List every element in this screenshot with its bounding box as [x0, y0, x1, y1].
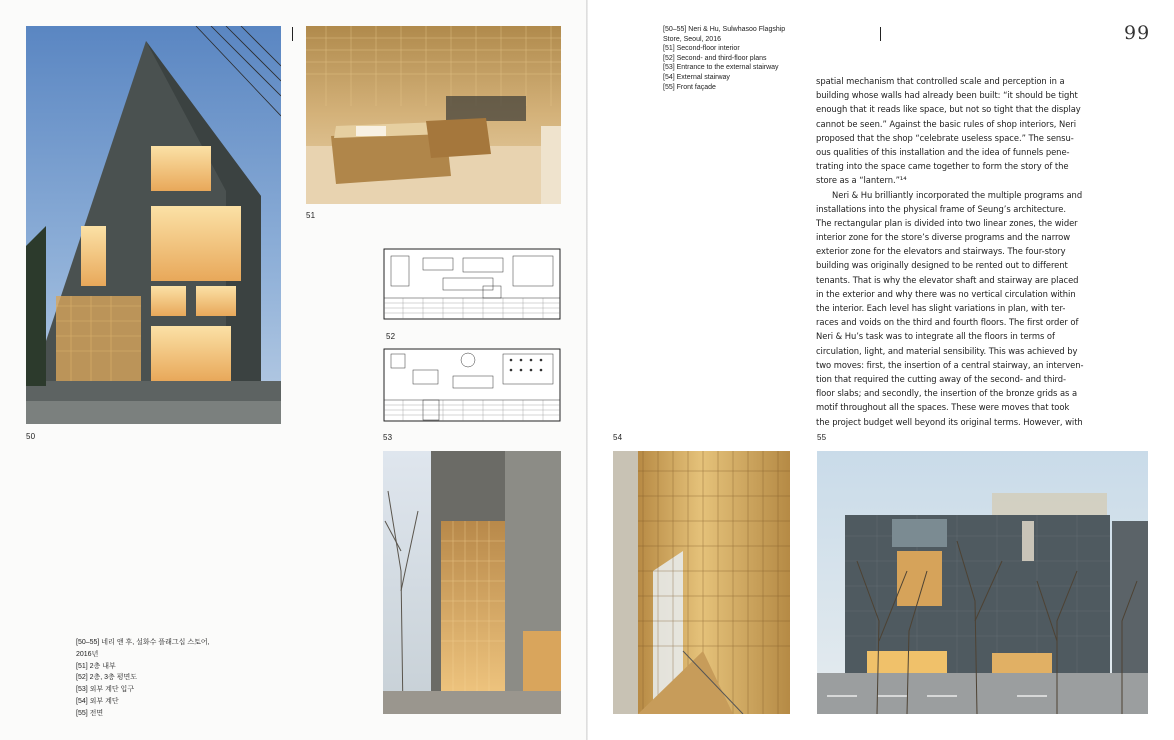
figure-number-51: 51: [306, 211, 316, 220]
figure-number-55: 55: [817, 433, 827, 442]
photo-building-exterior: [26, 26, 281, 424]
caption-line: Store, Seoul, 2016: [663, 35, 721, 43]
caption-line: 2016년: [76, 650, 99, 658]
photo-external-stairway: [613, 451, 790, 714]
caption-line: [50–55] 네리 앤 후, 설화수 플래그십 스토어,: [76, 639, 210, 646]
body-line: floor slabs; and secondly, the insertion of the bronze grids as a: [816, 388, 1078, 399]
photo-front-facade: [817, 451, 1148, 714]
caption-line: [54] 외부 계단: [76, 697, 119, 705]
body-line: races and voids on the third and fourth floors. The first order of: [816, 317, 1079, 328]
body-line: interior zone for the store’s diverse programs and the narrow: [816, 232, 1071, 243]
body-line: spatial mechanism that controlled scale and perception in a: [816, 76, 1065, 86]
body-line: installations into the physical frame of Seung’s architecture.: [816, 203, 1066, 214]
body-line: tenants. That is why the elevator shaft and stairway are placed: [816, 274, 1079, 285]
plan-second-floor: [383, 248, 561, 320]
body-line: ous qualities of this installation and the idea of funnels pene-: [816, 146, 1070, 157]
body-line: tion that required the cutting away of the second- and third-: [816, 373, 1066, 384]
plan-third-floor: [383, 348, 561, 422]
caption-korean: [76, 637, 276, 720]
caption-line: [55] Front façade: [663, 83, 716, 91]
figure-number-50: 50: [26, 432, 36, 441]
caption-line: [52] 2층, 3층 평면도: [76, 674, 138, 682]
caption-line: [50–55] Neri & Hu, Sulwhasoo Flagship: [663, 26, 786, 33]
page-gutter: [586, 0, 588, 740]
body-line: cannot be seen.” Against the basic rules of shop interiors, Neri: [816, 118, 1076, 129]
body-line: Neri & Hu brilliantly incorporated the multiple programs and: [832, 189, 1083, 200]
photo-stairway-entrance: [383, 451, 561, 714]
body-line: in the exterior and why there was no vertical circulation within: [816, 288, 1076, 299]
body-line: building was originally designed to be rented out to different: [816, 260, 1068, 271]
body-line: building whose walls had already been built: “it should be tight: [816, 90, 1078, 101]
caption-line: [51] 2층 내부: [76, 662, 116, 670]
body-text: [816, 74, 1106, 429]
figure-number-52: 52: [386, 332, 396, 341]
caption-line: [51] Second-floor interior: [663, 45, 740, 53]
caption-line: [54] External stairway: [663, 73, 730, 81]
page-number: 99: [1124, 22, 1151, 44]
body-line: store as a “lantern.”¹⁴: [816, 175, 907, 186]
body-line: circulation, light, and material sensibility. This was achieved by: [816, 345, 1078, 356]
body-line: trating into the space came together to form the story of the: [816, 161, 1069, 172]
caption-line: [55] 전면: [76, 709, 104, 717]
body-line: the interior. Each level has slight variations in plan, with ter-: [816, 303, 1066, 313]
figure-number-54: 54: [613, 433, 623, 442]
figure-number-53: 53: [383, 433, 393, 442]
caption-line: [53] Entrance to the external stairway: [663, 64, 779, 72]
caption-line: [52] Second- and third-floor plans: [663, 54, 767, 62]
body-line: proposed that the shop “celebrate useless space.” The sensu-: [816, 132, 1074, 143]
photo-second-floor-interior: [306, 26, 561, 204]
body-line: enough that it reads like space, but not so tight that the display: [816, 104, 1081, 115]
body-line: exterior zone for the elevators and stairways. The four-story: [816, 246, 1066, 257]
column-marker-right: [880, 27, 881, 41]
body-line: two moves: first, the insertion of a central stairway, an interven-: [816, 359, 1084, 370]
body-line: the project budget well beyond its original terms. However, with: [816, 416, 1083, 427]
body-line: The rectangular plan is divided into two linear zones, the wider: [816, 217, 1078, 228]
caption-english: [663, 25, 813, 92]
caption-line: [53] 외부 계단 입구: [76, 686, 135, 694]
body-line: motif throughout all the spaces. These were moves that took: [816, 402, 1070, 413]
body-line: Neri & Hu’s task was to integrate all the floors in terms of: [816, 331, 1055, 342]
column-marker-left: [292, 27, 293, 41]
